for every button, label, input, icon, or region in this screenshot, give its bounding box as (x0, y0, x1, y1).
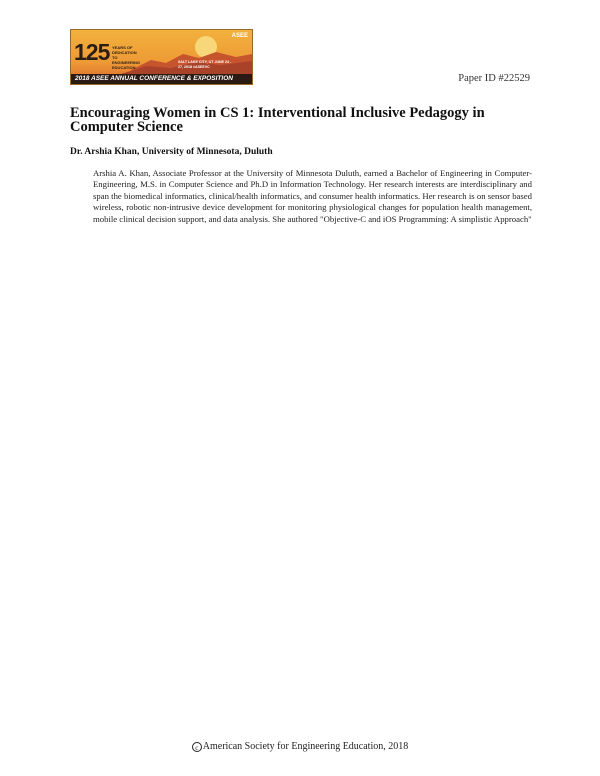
paper-id: Paper ID #22529 (458, 73, 530, 84)
asee-logo: ASEE (231, 33, 248, 39)
paper-title: Encouraging Women in CS 1: Interventional Inclusive Pedagogy in Computer Science (70, 105, 485, 135)
conference-banner (70, 29, 253, 85)
author-bio: Arshia A. Khan, Associate Professor at the University of Minnesota Duluth, earned a Bachelor of Engineering in Computer-Engineering, M.S. in Computer Science and Ph.D in Information Technology. Her research interests are interdisciplinary and span the biomedical informatics, clinical/health informatics, and consumer health informatics. Her research is on sensor based wireless, robotic non-intrusive device development for monitoring physiological changes for population health management, mobile clinical decision support, and data analysis. She authored "Objective-C and iOS Programming: A simplistic Approach" (93, 168, 532, 224)
copyright-text: American Society for Engineering Education, 2018 (202, 741, 409, 752)
anniversary-number: 125 (74, 39, 110, 65)
anniversary-tagline: YEARS OF DEDICATION TO ENGINEERING EDUCATION (112, 45, 141, 70)
copyright-icon: c (192, 742, 202, 752)
conference-location: SALT LAKE CITY, UT JUNE 24 - 27, 2018 #ASEEVC (178, 60, 232, 69)
conference-title-strip: 2018 ASEE ANNUAL CONFERENCE & EXPOSITION (71, 74, 252, 84)
copyright-footer (0, 741, 600, 752)
author-name: Dr. Arshia Khan, University of Minnesota, Duluth (70, 147, 273, 157)
